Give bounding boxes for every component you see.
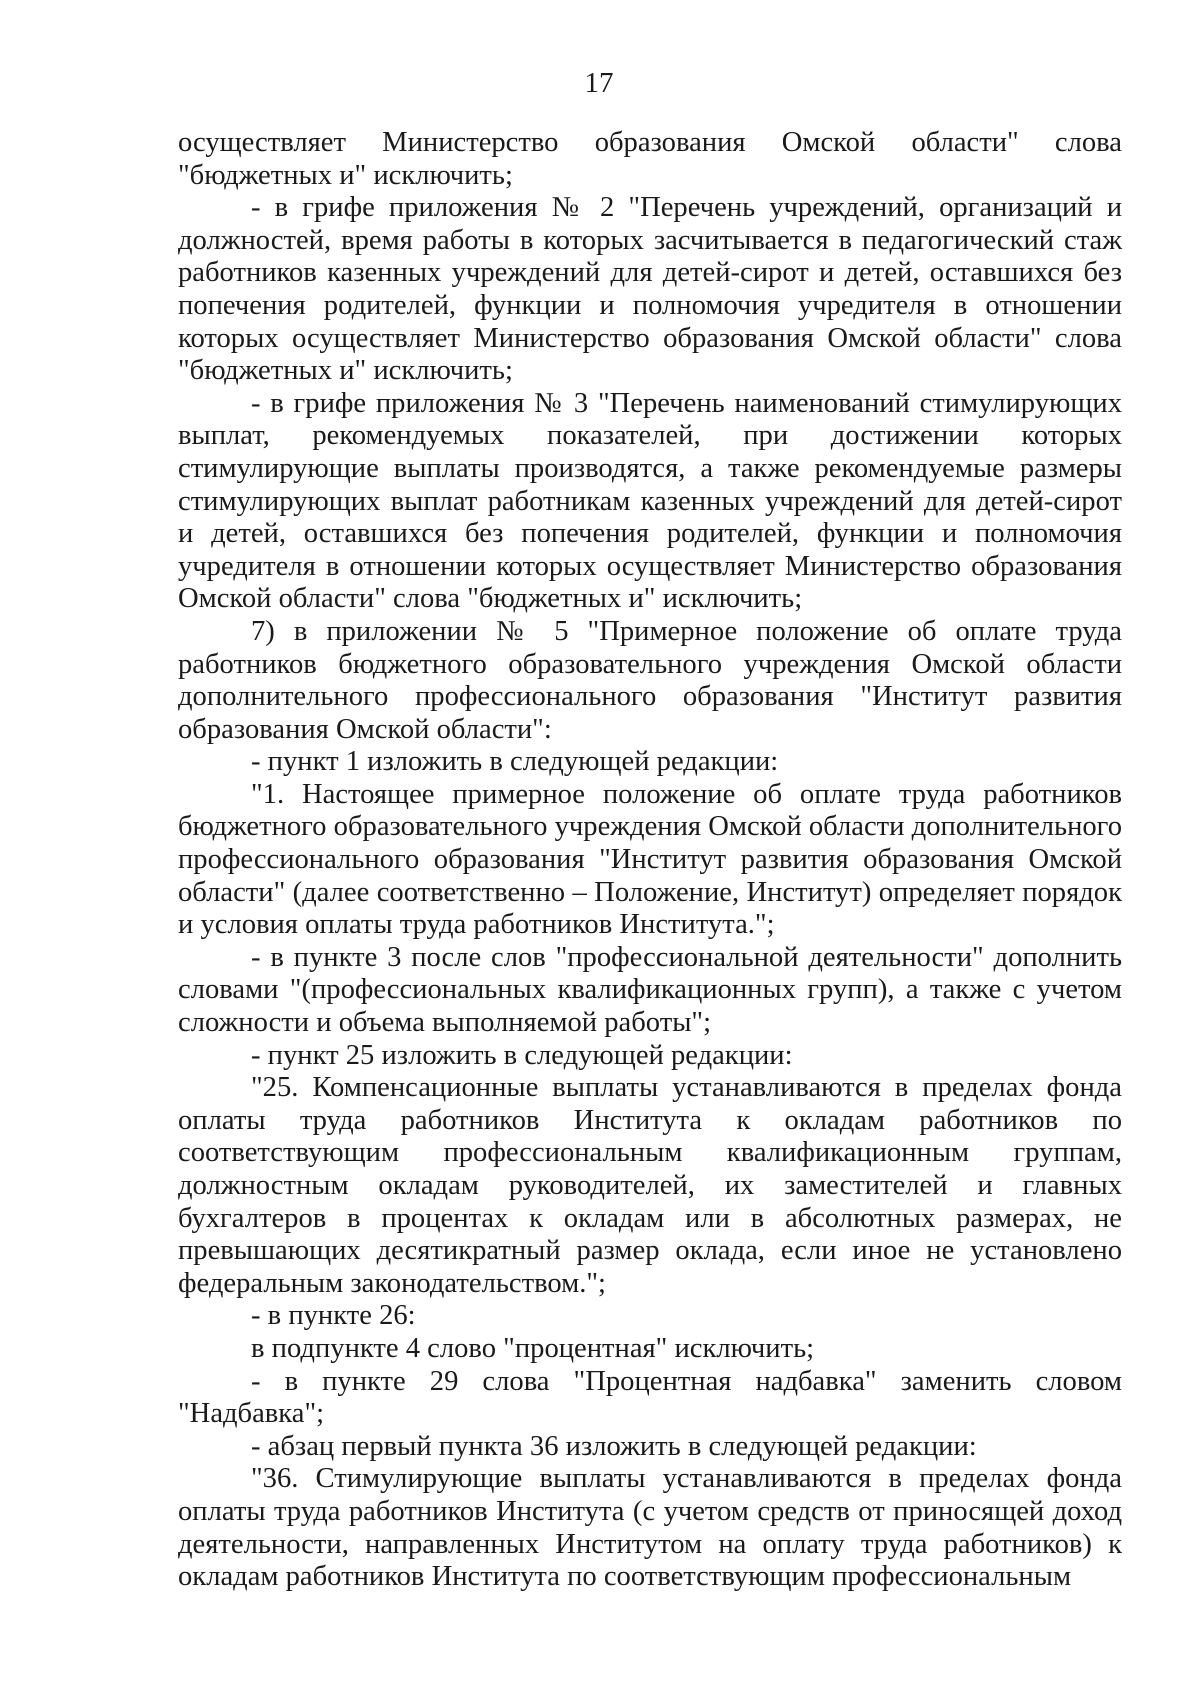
paragraph-clause-3: - в пункте 3 после слов "профессиональной деятельности" дополнить словами "(профессиональных квалификационных групп), а также с учетом сложности и объема выполняемой работы"; [178, 941, 1122, 1039]
paragraph-appendix-3-heading: - в грифе приложения № 3 "Перечень наименований стимулирующих выплат, рекомендуемых показателей, при достижении которых стимулирующие выплаты производятся, а также рекомендуемые размеры стимулирующих выплат работникам казенных учреждений для детей-сирот и детей, оставшихся без попечения родителей, функции и полномочия учредителя в отношении которых осуществляет Министерство образования Омской области" слова "бюджетных и" исключить; [178, 387, 1122, 615]
paragraph-clause-29: - в пункте 29 слова "Процентная надбавка" заменить словом "Надбавка"; [178, 1365, 1122, 1430]
paragraph-clause-26: - в пункте 26: [251, 1300, 416, 1332]
paragraph-clause-25-intro: - пункт 25 изложить в следующей редакции: [251, 1039, 793, 1071]
paragraph-appendix-2-heading: - в грифе приложения № 2 "Перечень учреждений, организаций и должностей, время работы в которых засчитывается в педагогический стаж работников казенных учреждений для детей-сирот и детей, оставшихся без попечения родителей, функции и полномочия учредителя в отношении которых осуществляет Министерство образования Омской области" слова "бюджетных и" исключить; [178, 192, 1122, 387]
paragraph-clause-36-text: "36. Стимулирующие выплаты устанавливаются в пределах фонда оплаты труда работников Института (с учетом средств от приносящей доход деятельности, направленных Институтом на оплату труда работников) к окладам работников Института по соответствующим профессиональным [178, 1463, 1122, 1593]
paragraph-clause-25-text: "25. Компенсационные выплаты устанавливаются в пределах фонда оплаты труда работников Института к окладам работников по соответствующим профессиональным квалификационным группам, должностным окладам руководителей, их заместителей и главных бухгалтеров в процентах к окладам или в абсолютных размерах, не превышающих десятикратный размер оклада, если иное не установлено федеральным законодательством."; [178, 1072, 1122, 1299]
paragraph-clause-1-text: "1. Настоящее примерное положение об оплате труда работников бюджетного образовательного учреждения Омской области дополнительного профессионального образования "Институт развития образования Омской области" (далее соответственно – Положение, Институт) определяет порядок и условия оплаты труда работников Института."; [178, 778, 1122, 941]
document-body [178, 127, 1122, 1594]
paragraph-subclause-4: в подпункте 4 слово "процентная" исключить; [251, 1332, 815, 1364]
page-number: 17 [584, 67, 614, 99]
paragraph-item-7: 7) в приложении № 5 "Примерное положение об оплате труда работников бюджетного образовательного учреждения Омской области дополнительного профессионального образования "Институт развития образования Омской области": [178, 615, 1122, 745]
paragraph-clause-1-intro: - пункт 1 изложить в следующей редакции: [251, 746, 779, 778]
paragraph-continuation: осуществляет Министерство образования Омской области" слова "бюджетных и" исключить; [178, 127, 1122, 191]
paragraph-clause-36-intro: - абзац первый пункта 36 изложить в следующей редакции: [251, 1430, 977, 1462]
